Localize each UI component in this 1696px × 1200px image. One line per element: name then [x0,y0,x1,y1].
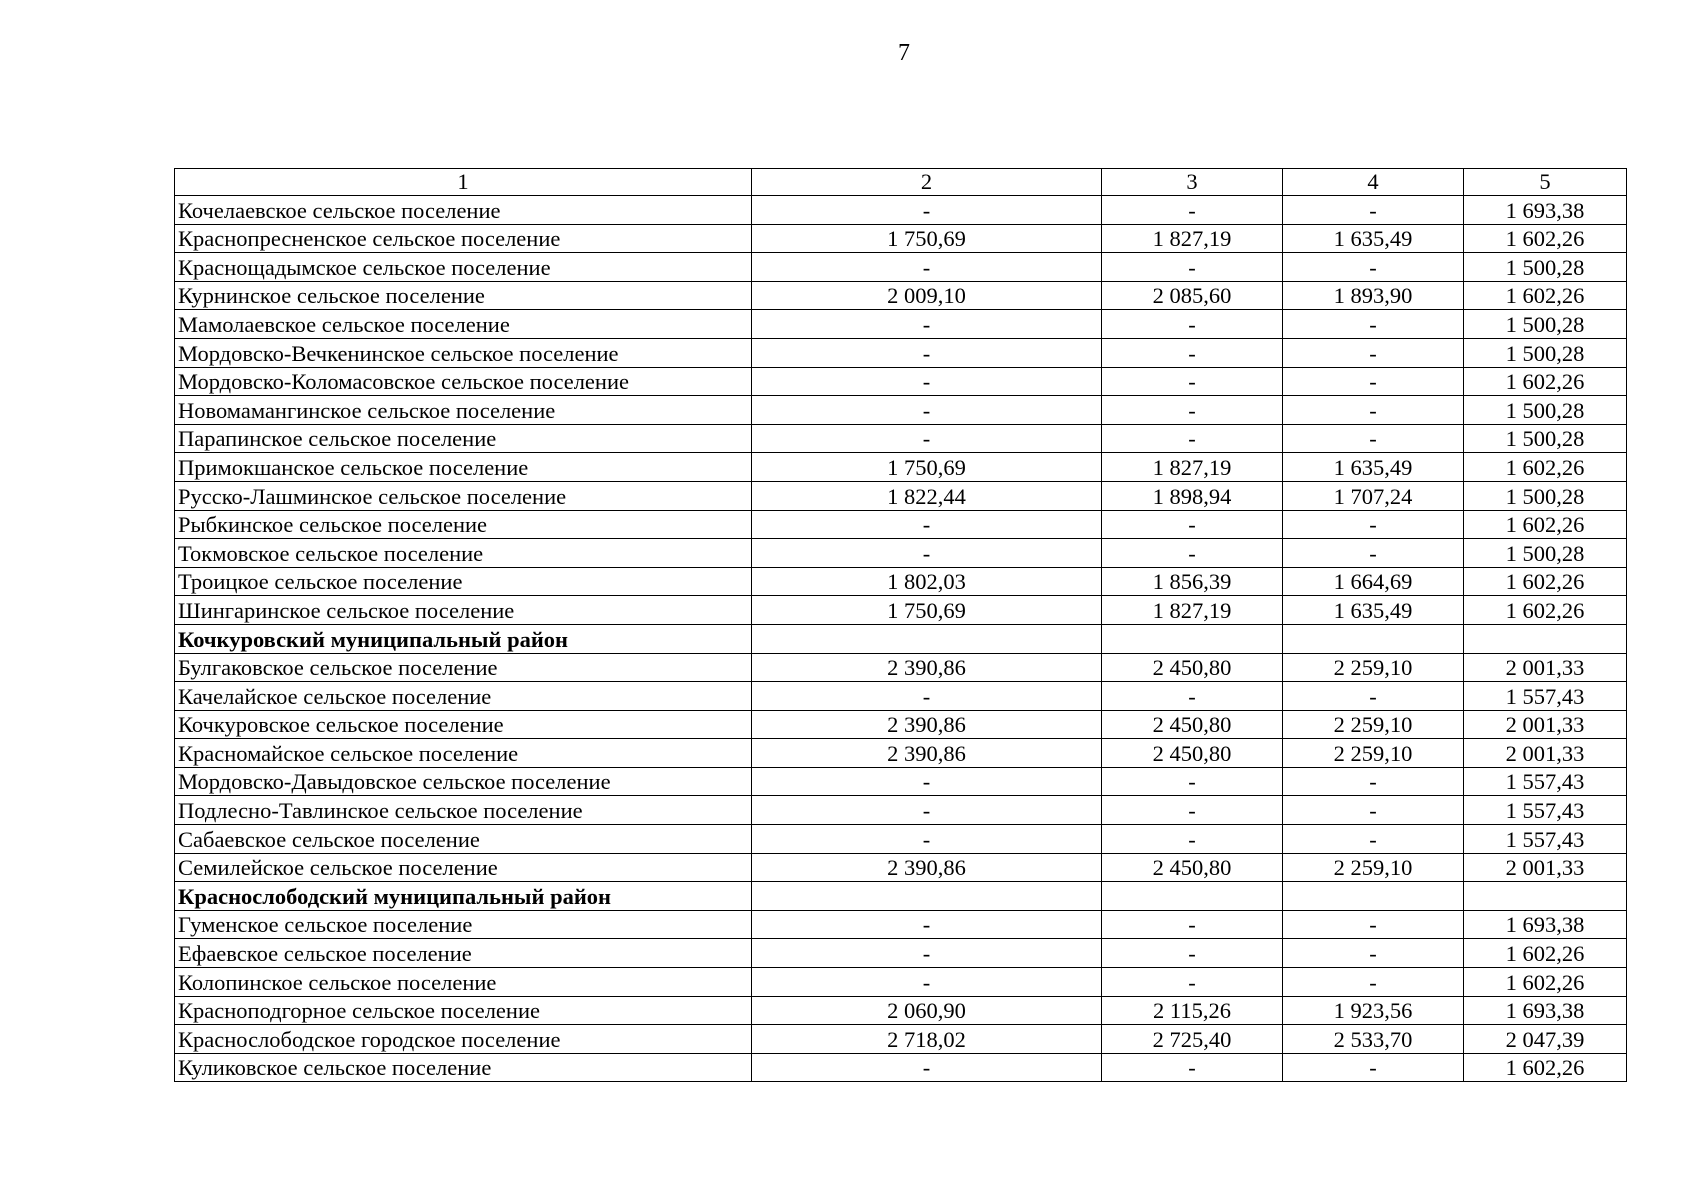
table-row [175,281,1627,310]
value-cell-col5: 1 557,43 [1464,825,1627,854]
value-cell-col2: 1 750,69 [752,596,1102,625]
value-cell-col2: - [752,539,1102,568]
value-cell-col3: - [1102,796,1283,825]
table-row [175,1053,1627,1082]
value-cell-col2: 2 009,10 [752,281,1102,310]
settlement-name-cell: Красноподгорное сельское поселение [175,996,752,1025]
value-cell-col5: 1 557,43 [1464,682,1627,711]
value-cell-col4: 1 635,49 [1283,596,1464,625]
value-cell-col2: 2 390,86 [752,710,1102,739]
value-cell-col4: - [1283,968,1464,997]
value-cell-col4: - [1283,1053,1464,1082]
settlement-name-cell: Кочкуровское сельское поселение [175,710,752,739]
value-cell-col3: - [1102,396,1283,425]
value-cell-col4: 1 664,69 [1283,567,1464,596]
value-cell-col3: - [1102,968,1283,997]
table-row [175,481,1627,510]
value-cell-col4: 2 533,70 [1283,1025,1464,1054]
settlement-name-cell: Булгаковское сельское поселение [175,653,752,682]
value-cell-col4: 1 923,56 [1283,996,1464,1025]
value-cell-col5: 1 602,26 [1464,453,1627,482]
value-cell-col3: - [1102,367,1283,396]
value-cell-col2: - [752,682,1102,711]
district-name-cell: Кочкуровский муниципальный район [175,624,752,653]
settlement-name-cell: Краснослободское городское поселение [175,1025,752,1054]
table-header-row [175,169,1627,196]
settlement-name-cell: Рыбкинское сельское поселение [175,510,752,539]
value-cell-col5: 2 047,39 [1464,1025,1627,1054]
table-row [175,853,1627,882]
table-row [175,310,1627,339]
value-cell-col3: 2 085,60 [1102,281,1283,310]
settlement-name-cell: Качелайское сельское поселение [175,682,752,711]
value-cell-col3: 1 827,19 [1102,596,1283,625]
value-cell-col3: - [1102,825,1283,854]
value-cell-col2: - [752,367,1102,396]
value-cell-col3: 2 450,80 [1102,653,1283,682]
value-cell-col4: 1 893,90 [1283,281,1464,310]
table-body [175,169,1627,1082]
column-header: 5 [1464,169,1627,196]
value-cell-col4: - [1283,796,1464,825]
value-cell-col2: - [752,396,1102,425]
value-cell-col3: - [1102,939,1283,968]
value-cell-col5: 1 500,28 [1464,310,1627,339]
value-cell-col5: 1 500,28 [1464,338,1627,367]
value-cell-col3: 1 856,39 [1102,567,1283,596]
table-row [175,253,1627,282]
value-cell-col5: 2 001,33 [1464,853,1627,882]
settlement-name-cell: Семилейское сельское поселение [175,853,752,882]
value-cell-col4: - [1283,910,1464,939]
table-row [175,682,1627,711]
settlement-name-cell: Мамолаевское сельское поселение [175,310,752,339]
value-cell-col5: 1 500,28 [1464,539,1627,568]
value-cell-col5: 1 602,26 [1464,939,1627,968]
table-row [175,367,1627,396]
table-row [175,596,1627,625]
district-name-cell: Краснослободский муниципальный район [175,882,752,911]
table-row [175,510,1627,539]
value-cell-col4: 1 635,49 [1283,453,1464,482]
value-cell-col4: 2 259,10 [1283,853,1464,882]
value-cell-col2: - [752,338,1102,367]
value-cell-col2: - [752,1053,1102,1082]
tariff-table-container [174,168,1626,1082]
value-cell-col2: 2 390,86 [752,739,1102,768]
table-row [175,910,1627,939]
value-cell-col2: 2 390,86 [752,853,1102,882]
settlement-name-cell: Примокшанское сельское поселение [175,453,752,482]
value-cell-col2: - [752,796,1102,825]
table-row [175,767,1627,796]
value-cell-col4: 1 635,49 [1283,224,1464,253]
column-header: 1 [175,169,752,196]
table-row [175,739,1627,768]
settlement-name-cell: Красномайское сельское поселение [175,739,752,768]
value-cell-col5: 1 693,38 [1464,196,1627,225]
value-cell-col3: - [1102,196,1283,225]
value-cell-col4: - [1283,539,1464,568]
value-cell-col5: 1 693,38 [1464,996,1627,1025]
tariff-table [174,168,1627,1082]
value-cell-col2: - [752,825,1102,854]
settlement-name-cell: Ефаевское сельское поселение [175,939,752,968]
table-row [175,939,1627,968]
value-cell-col4: 1 707,24 [1283,481,1464,510]
value-cell-col3: - [1102,539,1283,568]
value-cell-col3: 2 450,80 [1102,853,1283,882]
value-cell-col4 [1283,624,1464,653]
value-cell-col2 [752,624,1102,653]
value-cell-col3: 2 115,26 [1102,996,1283,1025]
value-cell-col3: - [1102,910,1283,939]
settlement-name-cell: Подлесно-Тавлинское сельское поселение [175,796,752,825]
section-row [175,882,1627,911]
value-cell-col5: 1 602,26 [1464,281,1627,310]
value-cell-col2: 1 750,69 [752,453,1102,482]
settlement-name-cell: Парапинское сельское поселение [175,424,752,453]
table-row [175,396,1627,425]
value-cell-col2: - [752,424,1102,453]
value-cell-col3 [1102,882,1283,911]
settlement-name-cell: Куликовское сельское поселение [175,1053,752,1082]
value-cell-col2: 2 060,90 [752,996,1102,1025]
value-cell-col2: - [752,510,1102,539]
value-cell-col5 [1464,624,1627,653]
settlement-name-cell: Колопинское сельское поселение [175,968,752,997]
value-cell-col4: - [1283,310,1464,339]
value-cell-col4: - [1283,424,1464,453]
settlement-name-cell: Сабаевское сельское поселение [175,825,752,854]
settlement-name-cell: Курнинское сельское поселение [175,281,752,310]
value-cell-col5: 2 001,33 [1464,739,1627,768]
value-cell-col2: - [752,253,1102,282]
value-cell-col2: 1 822,44 [752,481,1102,510]
value-cell-col4: - [1283,396,1464,425]
column-header: 3 [1102,169,1283,196]
value-cell-col5: 1 602,26 [1464,567,1627,596]
value-cell-col4: - [1283,510,1464,539]
table-row [175,1025,1627,1054]
value-cell-col3: 1 898,94 [1102,481,1283,510]
value-cell-col4: - [1283,367,1464,396]
value-cell-col5: 1 693,38 [1464,910,1627,939]
value-cell-col5: 2 001,33 [1464,653,1627,682]
settlement-name-cell: Краснопресненское сельское поселение [175,224,752,253]
value-cell-col3: - [1102,682,1283,711]
value-cell-col4: 2 259,10 [1283,653,1464,682]
section-row [175,624,1627,653]
value-cell-col5 [1464,882,1627,911]
page-number: 7 [898,40,910,66]
table-row [175,968,1627,997]
value-cell-col4: - [1283,767,1464,796]
table-row [175,424,1627,453]
value-cell-col5: 1 602,26 [1464,224,1627,253]
value-cell-col4: 2 259,10 [1283,739,1464,768]
value-cell-col3: - [1102,1053,1283,1082]
value-cell-col2: - [752,968,1102,997]
value-cell-col5: 1 602,26 [1464,968,1627,997]
value-cell-col4 [1283,882,1464,911]
value-cell-col5: 1 602,26 [1464,1053,1627,1082]
value-cell-col5: 1 602,26 [1464,367,1627,396]
settlement-name-cell: Токмовское сельское поселение [175,539,752,568]
value-cell-col3: - [1102,767,1283,796]
table-row [175,196,1627,225]
value-cell-col4: - [1283,253,1464,282]
value-cell-col3: - [1102,310,1283,339]
table-row [175,453,1627,482]
settlement-name-cell: Мордовско-Коломасовское сельское поселение [175,367,752,396]
value-cell-col5: 1 500,28 [1464,481,1627,510]
value-cell-col4: - [1283,939,1464,968]
value-cell-col5: 1 602,26 [1464,510,1627,539]
value-cell-col4: - [1283,338,1464,367]
settlement-name-cell: Кочелаевское сельское поселение [175,196,752,225]
value-cell-col2: - [752,310,1102,339]
table-row [175,653,1627,682]
value-cell-col5: 1 500,28 [1464,253,1627,282]
value-cell-col3: 1 827,19 [1102,453,1283,482]
value-cell-col2: 1 750,69 [752,224,1102,253]
settlement-name-cell: Новомамангинское сельское поселение [175,396,752,425]
value-cell-col4: - [1283,196,1464,225]
value-cell-col2: 1 802,03 [752,567,1102,596]
value-cell-col2: 2 718,02 [752,1025,1102,1054]
value-cell-col3: - [1102,338,1283,367]
table-row [175,796,1627,825]
value-cell-col2: - [752,196,1102,225]
value-cell-col2: - [752,767,1102,796]
value-cell-col3: - [1102,510,1283,539]
value-cell-col3: - [1102,253,1283,282]
table-row [175,996,1627,1025]
settlement-name-cell: Мордовско-Вечкенинское сельское поселение [175,338,752,367]
value-cell-col3: 2 725,40 [1102,1025,1283,1054]
value-cell-col2: - [752,939,1102,968]
table-row [175,825,1627,854]
value-cell-col3: 2 450,80 [1102,739,1283,768]
table-row [175,710,1627,739]
value-cell-col5: 1 500,28 [1464,396,1627,425]
value-cell-col2: 2 390,86 [752,653,1102,682]
table-row [175,567,1627,596]
value-cell-col5: 2 001,33 [1464,710,1627,739]
value-cell-col3: - [1102,424,1283,453]
value-cell-col4: 2 259,10 [1283,710,1464,739]
value-cell-col5: 1 557,43 [1464,767,1627,796]
settlement-name-cell: Русско-Лашминское сельское поселение [175,481,752,510]
value-cell-col3: 2 450,80 [1102,710,1283,739]
value-cell-col5: 1 602,26 [1464,596,1627,625]
value-cell-col4: - [1283,825,1464,854]
column-header: 2 [752,169,1102,196]
settlement-name-cell: Шингаринское сельское поселение [175,596,752,625]
settlement-name-cell: Мордовско-Давыдовское сельское поселение [175,767,752,796]
settlement-name-cell: Троицкое сельское поселение [175,567,752,596]
value-cell-col2: - [752,910,1102,939]
settlement-name-cell: Гуменское сельское поселение [175,910,752,939]
table-row [175,224,1627,253]
settlement-name-cell: Краснощадымское сельское поселение [175,253,752,282]
value-cell-col3: 1 827,19 [1102,224,1283,253]
table-row [175,539,1627,568]
table-row [175,338,1627,367]
value-cell-col4: - [1283,682,1464,711]
value-cell-col5: 1 557,43 [1464,796,1627,825]
value-cell-col3 [1102,624,1283,653]
value-cell-col5: 1 500,28 [1464,424,1627,453]
value-cell-col2 [752,882,1102,911]
column-header: 4 [1283,169,1464,196]
